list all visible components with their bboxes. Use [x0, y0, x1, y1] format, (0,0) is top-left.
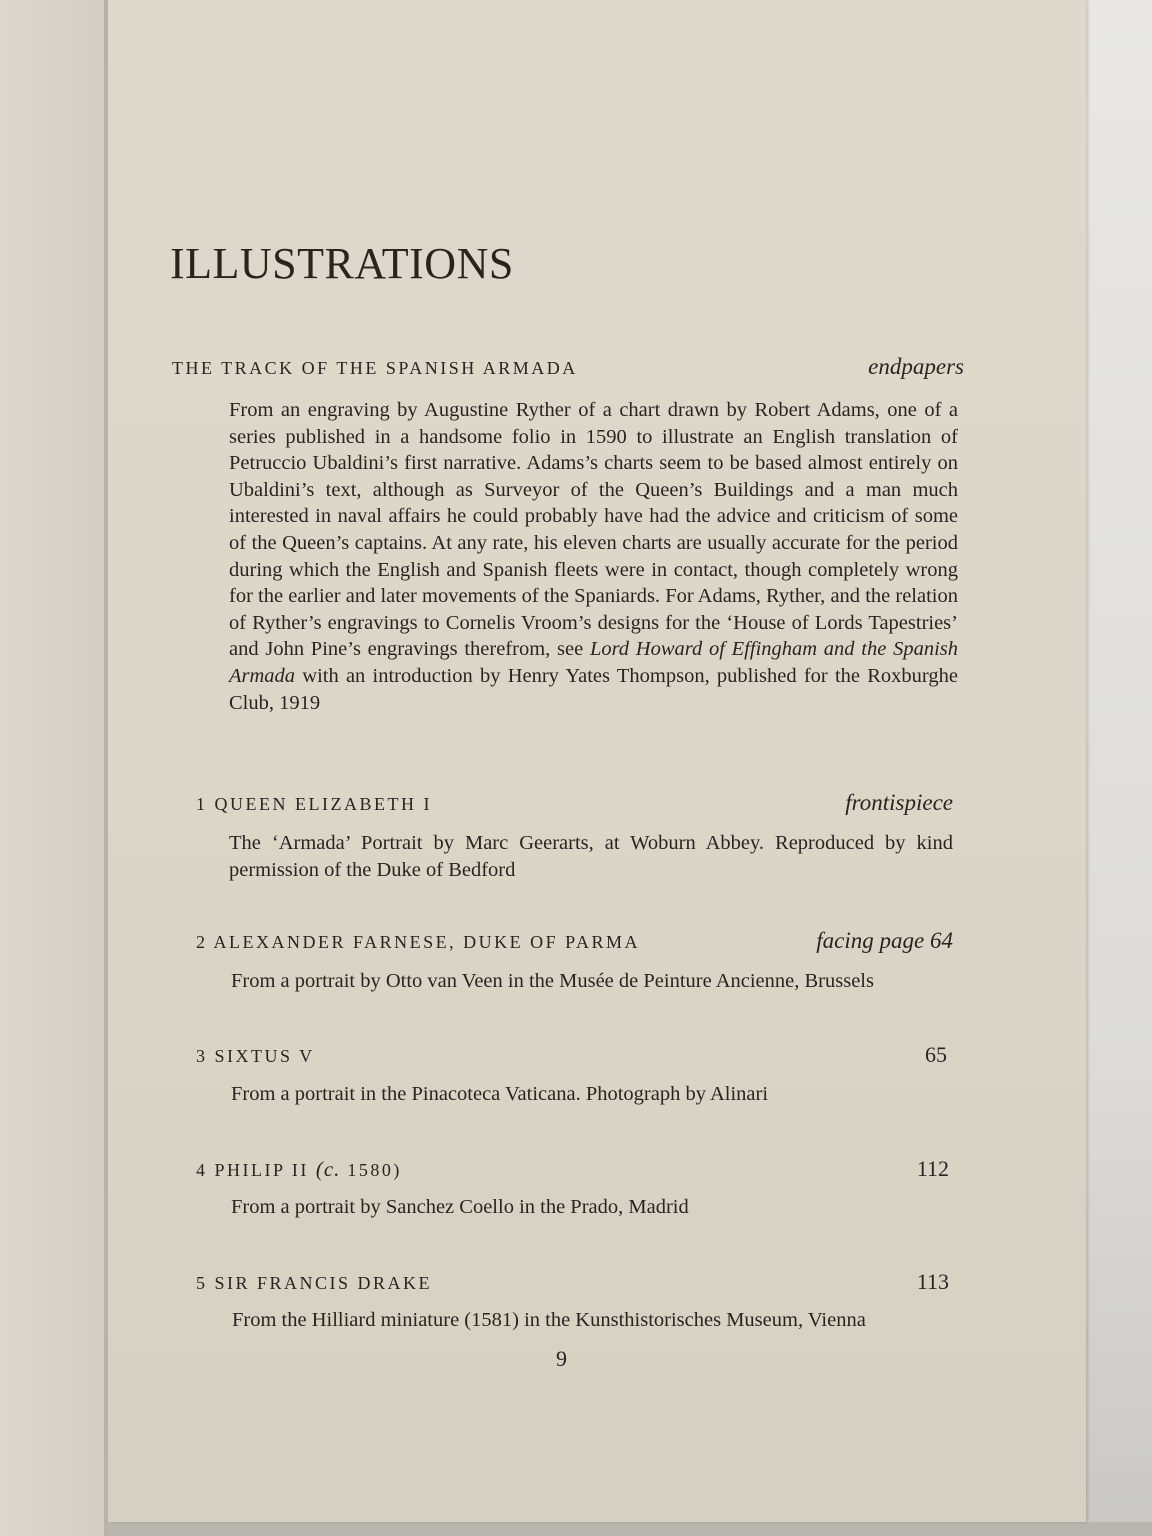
background — [1086, 0, 1152, 1536]
entry-page: endpapers — [868, 354, 964, 379]
description-italic-title: Lord Howard of Effingham and the Spanish Armada — [229, 638, 958, 687]
entry-title: SIR FRANCIS DRAKE — [214, 1273, 433, 1293]
entry-number: 2 — [196, 932, 208, 952]
description-text: with an introduction by Henry Yates Thompson, published for the Roxburghe Club, 1919 — [229, 664, 958, 714]
entry-title: THE TRACK OF THE SPANISH ARMADA — [172, 358, 578, 378]
entry-heading — [196, 928, 953, 954]
entry-description: From a portrait in the Pinacoteca Vaticana. Photograph by Alinari — [231, 1083, 769, 1105]
entry-title: ALEXANDER FARNESE, DUKE OF PARMA — [213, 932, 641, 952]
entry-heading — [196, 1042, 947, 1068]
entry-description: From the Hilliard miniature (1581) in the Kunsthistorisches Museum, Vienna — [232, 1309, 866, 1331]
entry-title: QUEEN ELIZABETH I — [214, 794, 432, 814]
entry-description: From a portrait by Otto van Veen in the Musée de Peinture Ancienne, Brussels — [231, 970, 874, 992]
description-text: From an engraving by Augustine Ryther of a chart drawn by Robert Adams, one of a series published in a handsome folio in 1590 to illustrate an English translation of Petruccio Ubaldini’s first narrative. Adams’s charts seem to be based almost entirely on Ubaldini’s text, although as Surveyor of the Queen’s Buildings and a man much interested in naval affairs he could probably have had the advice and criticism of some of the Queen’s captains. At any rate, his eleven charts are usually accurate for the period during which the English and Spanish fleets were in contact, though completely wrong for the earlier and later movements of the Spaniards. For Adams, Ryther, and the relation of Ryther’s engravings to Cornelis Vroom’s designs for the ‘House of Lords Tapestries’ and John Pine’s engravings therefrom, see — [229, 399, 958, 661]
page-edge-shadow — [108, 1522, 1152, 1536]
entry-description: From a portrait by Sanchez Coello in the Prado, Madrid — [231, 1196, 689, 1218]
entry-title-circa: (c. — [315, 1157, 341, 1181]
entry-description — [229, 397, 958, 716]
entry-description: The ‘Armada’ Portrait by Marc Geerarts, at Woburn Abbey. Reproduced by kind permission of the Duke of Bedford — [229, 832, 953, 881]
entry-number: 4 — [196, 1160, 208, 1180]
page-title: ILLUSTRATIONS — [170, 239, 514, 288]
entry-heading — [172, 354, 964, 380]
entry-page: 113 — [916, 1269, 949, 1294]
entry-page: facing page 64 — [816, 928, 953, 953]
entry-number: 1 — [196, 794, 208, 814]
page-number: 9 — [556, 1346, 567, 1371]
entry-heading — [196, 1156, 949, 1182]
entry-number: 3 — [196, 1046, 208, 1066]
entry-title-year: 1580) — [347, 1160, 402, 1180]
facing-page — [0, 0, 106, 1536]
entry-number: 5 — [196, 1273, 208, 1293]
entry-page: 112 — [916, 1156, 949, 1181]
entry-heading — [196, 1269, 949, 1295]
entry-title: PHILIP II — [214, 1160, 309, 1180]
entry-page: 65 — [925, 1042, 947, 1067]
entry-page: frontispiece — [845, 790, 953, 815]
entry-heading — [196, 790, 953, 816]
entry-title: SIXTUS V — [214, 1046, 315, 1066]
